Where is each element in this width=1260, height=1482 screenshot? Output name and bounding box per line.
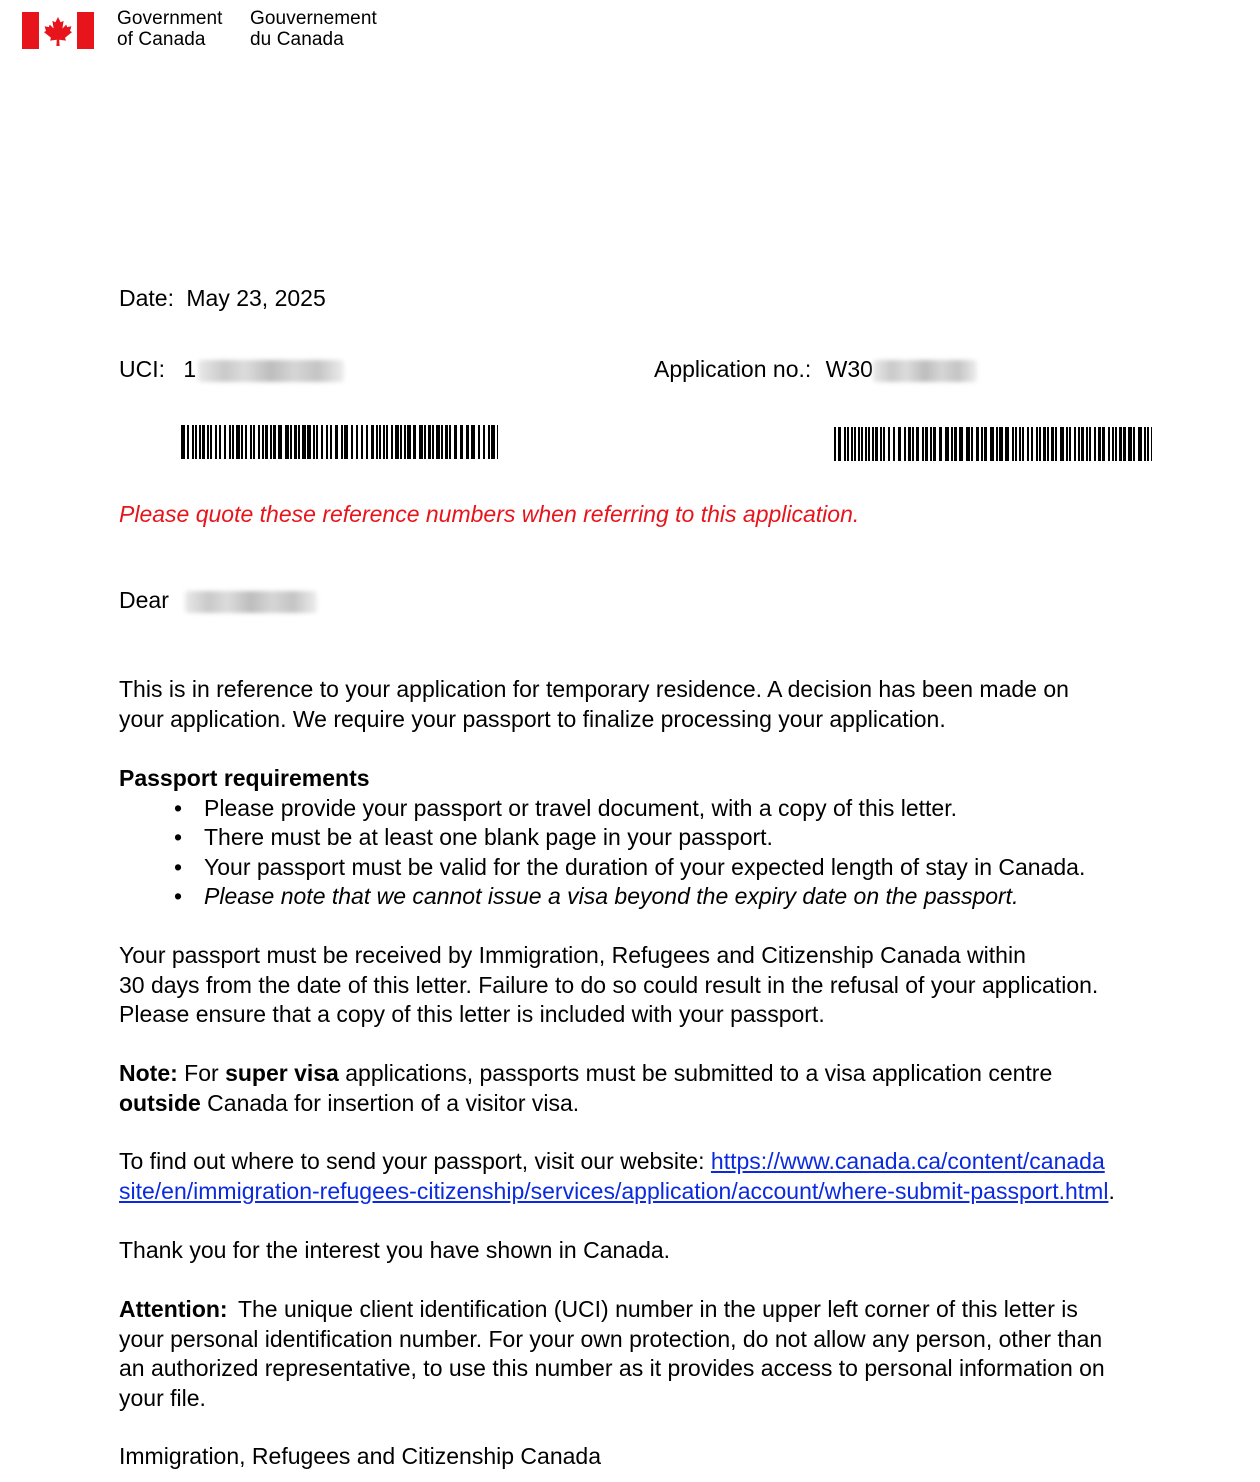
requirement-text: There must be at least one blank page in your passport. — [204, 824, 773, 850]
barcode-bar — [497, 425, 499, 459]
barcode-bar — [1151, 427, 1153, 461]
note-text: Canada for insertion of a visitor visa. — [207, 1089, 580, 1116]
website-text: To find out where to send your passport, visit our website: — [119, 1148, 705, 1174]
website-paragraph — [119, 1147, 1219, 1206]
thanks-text: Thank you for the interest you have shown in Canada. — [119, 1237, 671, 1263]
note-label: Note: — [119, 1060, 178, 1086]
requirement-item — [119, 794, 1194, 824]
attention-paragraph — [119, 1295, 1199, 1413]
application-redacted — [873, 360, 977, 382]
note-text: applications, passports must be submitted to a visa application centre — [345, 1060, 1053, 1086]
uci-redacted — [198, 360, 344, 382]
canada-flag-icon — [22, 12, 94, 49]
gov-en-line2: of Canada — [117, 29, 206, 50]
gov-fr-line2: du Canada — [250, 29, 344, 50]
deadline-paragraph — [119, 941, 1194, 1030]
government-signature — [22, 8, 377, 52]
website-end: . — [1108, 1177, 1115, 1204]
salutation: Dear — [119, 587, 169, 613]
gov-en-line1: Government — [117, 8, 223, 29]
uci-line — [119, 356, 344, 383]
thanks-paragraph — [119, 1236, 1194, 1266]
passport-requirements-section — [119, 764, 1194, 912]
requirement-item — [119, 882, 1194, 912]
bullet-icon: • — [174, 824, 183, 850]
bullet-icon: • — [174, 853, 183, 880]
requirement-text: Please provide your passport or travel document, with a copy of this letter. — [204, 794, 957, 821]
note-bold-outside: outside — [119, 1089, 201, 1116]
requirement-item — [119, 823, 1194, 853]
uci-barcode — [181, 425, 498, 459]
attention-line: your personal identification number. For your own protection, do not allow any person, other than — [119, 1325, 1103, 1352]
deadline-line: 30 days from the date of this letter. Failure to do so could result in the refusal of your application. — [119, 971, 1099, 998]
requirements-list — [119, 794, 1194, 912]
where-submit-passport-link[interactable]: https://www.canada.ca/content/canada — [710, 1148, 1105, 1174]
requirement-text: Please note that we cannot issue a visa beyond the expiry date on the passport. — [204, 883, 1019, 909]
attention-line: The unique client identification (UCI) number in the upper left corner of this letter is — [237, 1296, 1078, 1322]
application-label: Application no.: — [654, 356, 812, 382]
application-value: W30 — [825, 356, 873, 382]
note-paragraph — [119, 1059, 1194, 1118]
attention-label: Attention: — [119, 1296, 228, 1322]
date-value: May 23, 2025 — [186, 285, 326, 311]
bullet-icon: • — [174, 883, 183, 909]
intro-paragraph — [119, 675, 1194, 734]
recipient-name-redacted — [185, 591, 317, 613]
requirement-item — [119, 853, 1194, 883]
gov-fr-line1: Gouvernement — [250, 8, 377, 29]
salutation-line — [119, 587, 317, 614]
signature-text: Immigration, Refugees and Citizenship Canada — [119, 1443, 601, 1469]
requirements-heading: Passport requirements — [119, 765, 370, 791]
attention-line: an authorized representative, to use this number as it provides access to personal information on — [119, 1355, 1105, 1381]
uci-label: UCI: — [119, 356, 165, 382]
application-number-line — [654, 356, 977, 383]
reference-note: Please quote these reference numbers when referring to this application. — [119, 501, 860, 527]
bullet-icon: • — [174, 794, 183, 821]
application-barcode — [834, 427, 1152, 461]
deadline-line: Please ensure that a copy of this letter is included with your passport. — [119, 1001, 825, 1027]
intro-line: This is in reference to your application for temporary residence. A decision has been made on — [119, 676, 1069, 702]
note-text: For — [184, 1060, 219, 1086]
date-label: Date: — [119, 285, 174, 311]
signature-block — [119, 1442, 1194, 1472]
government-of-canada-wordmark — [117, 8, 250, 50]
attention-line: your file. — [119, 1384, 206, 1411]
requirement-text: Your passport must be valid for the duration of your expected length of stay in Canada. — [204, 853, 1086, 880]
date-line — [119, 285, 326, 312]
gouvernement-du-canada-wordmark — [250, 8, 377, 50]
where-submit-passport-link-continued[interactable]: site/en/immigration-refugees-citizenship/services/application/account/where-submit-passport.html — [119, 1177, 1109, 1204]
intro-line: your application. We require your passport to finalize processing your application. — [119, 705, 946, 732]
note-bold-super-visa: super visa — [225, 1060, 339, 1086]
uci-value: 1 — [183, 356, 197, 382]
deadline-line: Your passport must be received by Immigration, Refugees and Citizenship Canada within — [119, 942, 1026, 968]
